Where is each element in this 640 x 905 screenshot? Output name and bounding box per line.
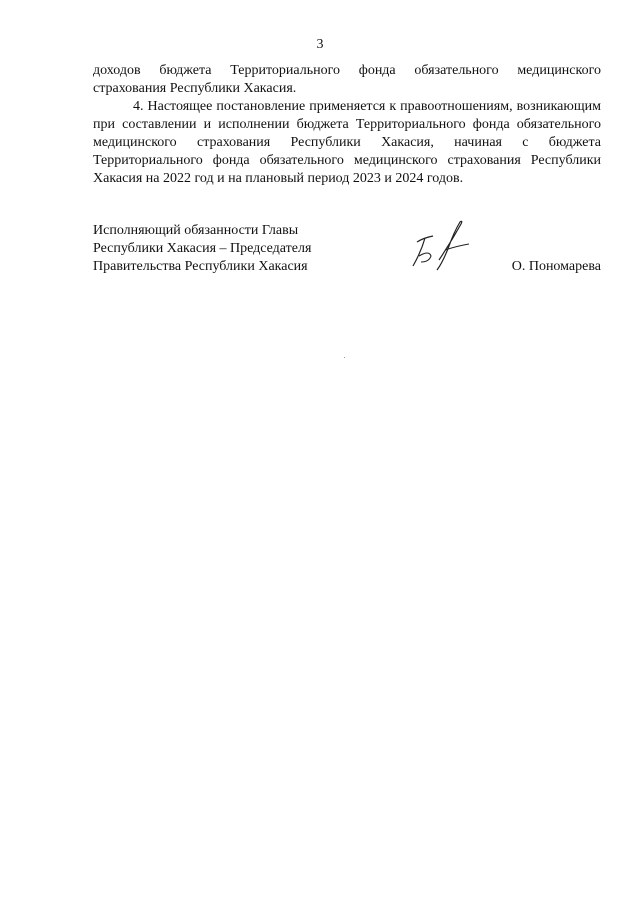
signatory-title: [93, 222, 311, 276]
signature-block: [93, 222, 601, 282]
signatory-title-line: Правительства Республики Хакасия: [93, 259, 308, 274]
page-number: 3: [316, 37, 324, 52]
signatory-title-line: Республики Хакасия – Председателя: [93, 241, 312, 256]
scan-speck: [344, 357, 345, 358]
signatory-title-line: Исполняющий обязанности Главы: [93, 223, 299, 238]
paragraph-continuation: доходов бюджета Территориального фонда обязательного медицинского страхования Республики Хакасия.: [93, 63, 601, 96]
paragraph-item-4: 4. Настоящее постановление применяется к правоотношениям, возникающим при составлении и исполнении бюджета Территориального фонда обязательного медицинского страхования Республики Хакасия, начиная с бюджета Территориального фонда обязательного медицинского страхования Республики Хакасия на 2022 год и на плановый период 2023 и 2024 годов.: [93, 99, 601, 186]
signatory-name: О. Пономарева: [511, 259, 601, 274]
handwritten-signature: [399, 216, 489, 276]
body-text: [93, 62, 601, 188]
